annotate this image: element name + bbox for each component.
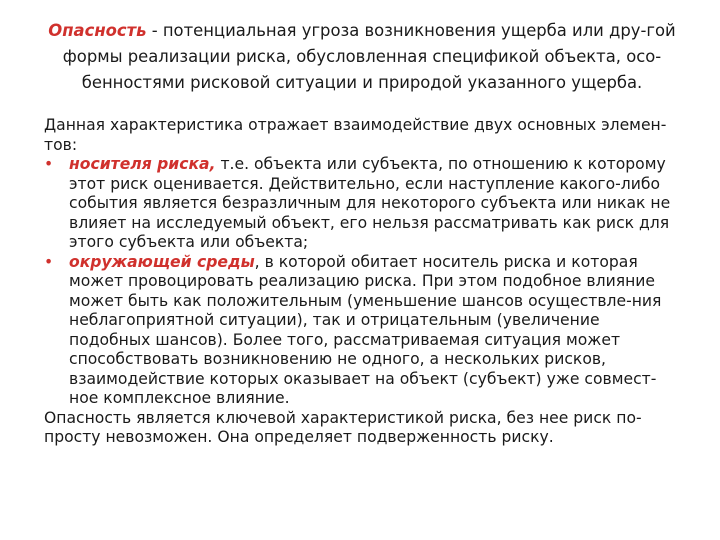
risk-carrier-text: т.е. объекта или субъекта, по отношению к которому этот риск оценивается. Действительно, если наступление какого-либо события является безразличным для некоторого субъекта или никак не влияет на исследуемый объект, его нельзя рассматривать как риск для этого субъекта или объекта; — [69, 155, 671, 251]
body-content — [44, 116, 684, 448]
list-item-risk-carrier — [44, 155, 684, 253]
definition-paragraph — [40, 18, 684, 96]
environment-text: , в которой обитает носитель риска и которая может провоцировать реализацию риска. При этом подобное влияние может быть как положительным (уменьшение шансов осуществле-ния неблагоприятной ситуации), так и отрицательным (увеличение подобных шансов). Более того, рассматриваемая ситуация может способствовать возникновению не одного, а нескольких рисков, взаимодействие которых оказывает на объект (субъект) уже совмест-ное комплексное влияние. — [69, 252, 662, 407]
environment-term: окружающей среды — [69, 252, 255, 271]
bullet-marker: • — [44, 252, 54, 271]
conclusion-paragraph: Опасность является ключевой характеристикой риска, без нее риск по-просту невозможен. Она определяет подверженность риску. — [44, 408, 642, 446]
definition-text: - потенциальная угроза возникновения ущерба или дру-гой формы реализации риска, обусловленная спецификой объекта, осо-бенностями рисковой ситуации и природой указанного ущерба. — [62, 21, 676, 92]
body-intro-paragraph: Данная характеристика отражает взаимодействие двух основных элемен-тов: — [44, 116, 667, 154]
risk-carrier-term: носителя риска, — [69, 155, 216, 173]
definition-term: Опасность — [48, 21, 147, 40]
list-item-environment — [44, 253, 684, 409]
elements-list — [44, 155, 684, 409]
bullet-marker: • — [44, 155, 54, 173]
